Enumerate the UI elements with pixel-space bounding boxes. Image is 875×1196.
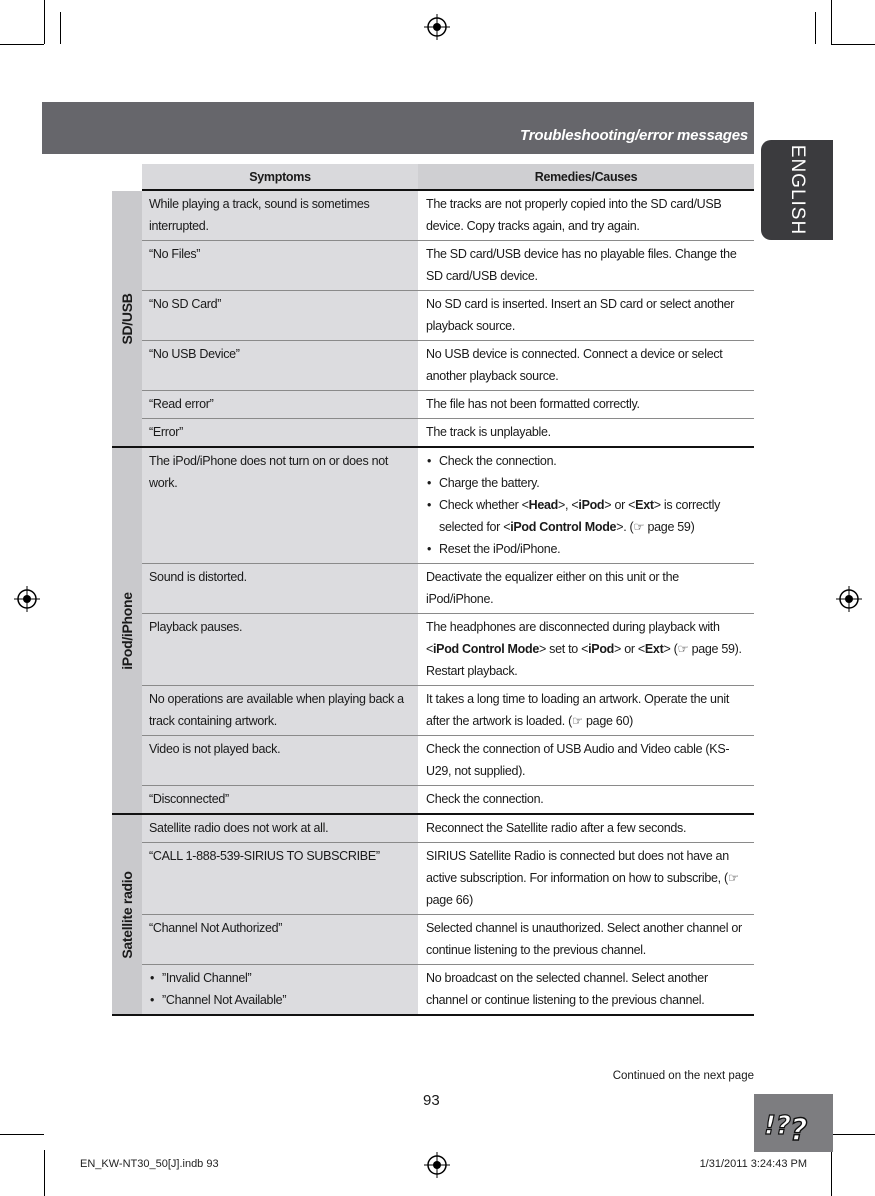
remedy-cell: No SD card is inserted. Insert an SD card or select another playback source. (426, 297, 735, 333)
list-item: • Check whether <Head>, <iPod> or <Ext> is correctly selected for <iPod Control Mode>. (☞ page 59) (426, 494, 742, 538)
remedy-cell (418, 448, 754, 563)
table-row (142, 241, 754, 291)
group-ipod-iphone (112, 448, 754, 815)
table-row (142, 786, 754, 813)
table-row (142, 915, 754, 965)
question-mark-icon (754, 1094, 833, 1152)
crop-mark (831, 0, 832, 44)
svg-text:?: ? (790, 1113, 808, 1148)
remedy-cell: No USB device is connected. Connect a device or select another playback source. (426, 347, 723, 383)
language-label: ENGLISH (787, 144, 808, 236)
crop-mark (60, 12, 61, 44)
crop-mark (44, 1150, 45, 1196)
continued-note: Continued on the next page (612, 1070, 754, 1082)
symptom-cell: “No USB Device” (142, 341, 418, 390)
remedy-cell: The headphones are disconnected during playback with <iPod Control Mode> set to <iPod> or <Ext> (☞ page 59). Restart playback. (426, 620, 742, 678)
registration-mark-icon (424, 1152, 450, 1178)
remedy-cell: The track is unplayable. (426, 425, 551, 439)
symptom-cell: “Channel Not Authorized” (142, 915, 418, 964)
crop-mark (0, 1134, 44, 1135)
registration-mark-icon (14, 586, 40, 612)
registration-mark-icon (424, 14, 450, 40)
list-item: • Check the connection. (426, 450, 742, 472)
list-item: • ”Invalid Channel” (149, 967, 412, 989)
print-timestamp: 1/31/2011 3:24:43 PM (699, 1158, 807, 1170)
remedy-cell: The SD card/USB device has no playable files. Change the SD card/USB device. (426, 247, 737, 283)
symptom-cell: The iPod/iPhone does not turn on or does not work. (142, 448, 418, 563)
symptom-cell: Video is not played back. (142, 736, 418, 785)
section-header (42, 102, 754, 154)
symptom-cell: No operations are available when playing back a track containing artwork. (142, 686, 418, 735)
table-row (142, 191, 754, 241)
symptom-cell: Playback pauses. (142, 614, 418, 685)
remedy-cell: Reconnect the Satellite radio after a few seconds. (426, 821, 687, 835)
crop-mark (831, 1134, 875, 1135)
column-header-remedies: Remedies/Causes (418, 164, 754, 189)
symptom-cell: While playing a track, sound is sometimes interrupted. (142, 191, 418, 240)
symptom-cell: Satellite radio does not work at all. (142, 815, 418, 842)
troubleshooting-table (112, 164, 754, 1016)
remedy-cell: Deactivate the equalizer either on this unit or the iPod/iPhone. (426, 570, 679, 606)
symptom-cell (142, 965, 418, 1014)
table-row (142, 736, 754, 786)
table-row (142, 419, 754, 446)
table-row (142, 843, 754, 915)
table-row (142, 965, 754, 1014)
table-row (142, 564, 754, 614)
remedy-cell: Check the connection of USB Audio and Video cable (KS-U29, not supplied). (426, 742, 730, 778)
group-label: SD/USB (112, 191, 142, 446)
table-row (142, 341, 754, 391)
symptom-cell: “Error” (142, 419, 418, 446)
remedy-cell: It takes a long time to loading an artwork. Operate the unit after the artwork is loaded. (☞ page 60) (426, 692, 730, 728)
help-badge (754, 1094, 833, 1152)
crop-mark (44, 0, 45, 44)
file-info: EN_KW-NT30_50[J].indb 93 (80, 1158, 219, 1170)
table-row (142, 614, 754, 686)
list-item: • Charge the battery. (426, 472, 742, 494)
symptom-cell: “CALL 1-888-539-SIRIUS TO SUBSCRIBE” (142, 843, 418, 914)
crop-mark (831, 1150, 832, 1196)
table-row (142, 686, 754, 736)
group-sd-usb (112, 191, 754, 448)
symptom-cell: Sound is distorted. (142, 564, 418, 613)
group-label: Satellite radio (112, 815, 142, 1014)
crop-mark (815, 12, 816, 44)
table-row (142, 391, 754, 419)
table-row (142, 291, 754, 341)
language-tab (761, 140, 833, 240)
table-row (142, 448, 754, 564)
remedy-cell: The file has not been formatted correctly. (426, 397, 640, 411)
symptom-cell: “Disconnected” (142, 786, 418, 813)
list-item: • ”Channel Not Available” (149, 989, 412, 1011)
svg-text:!?: !? (764, 1111, 791, 1141)
table-header (142, 164, 754, 191)
symptom-cell: “Read error” (142, 391, 418, 418)
crop-mark (0, 44, 44, 45)
column-header-symptoms: Symptoms (249, 169, 311, 184)
crop-mark (831, 44, 875, 45)
remedy-cell: The tracks are not properly copied into the SD card/USB device. Copy tracks again, and try again. (426, 197, 722, 233)
symptom-cell: “No Files” (142, 241, 418, 290)
remedy-cell: Selected channel is unauthorized. Select another channel or continue listening to the previous channel. (426, 921, 742, 957)
group-satellite-radio (112, 815, 754, 1016)
remedy-cell: No broadcast on the selected channel. Select another channel or continue listening to the previous channel. (426, 971, 708, 1007)
remedy-cell: SIRIUS Satellite Radio is connected but does not have an active subscription. For information on how to subscribe, (☞ page 66) (426, 849, 739, 907)
registration-mark-icon (836, 586, 862, 612)
page-number: 93 (423, 1092, 440, 1109)
list-item: • Reset the iPod/iPhone. (426, 538, 742, 560)
remedy-cell: Check the connection. (426, 792, 544, 806)
table-row (142, 815, 754, 843)
group-label: iPod/iPhone (112, 448, 142, 813)
symptom-cell: “No SD Card” (142, 291, 418, 340)
section-title: Troubleshooting/error messages (520, 127, 748, 144)
